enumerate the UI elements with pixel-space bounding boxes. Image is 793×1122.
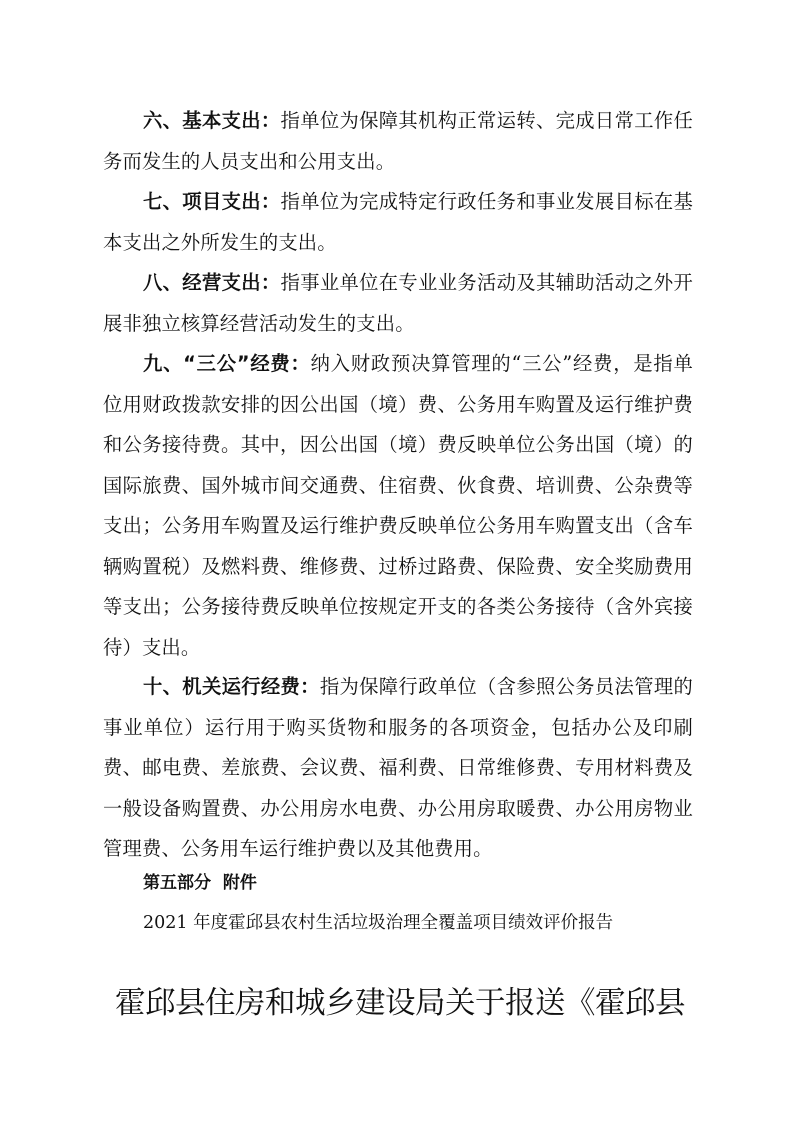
definition-term: 八、经营支出： [143,271,281,294]
definition-text: 纳入财政预决算管理的“三公”经费，是指单位用财政拨款安排的因公出国（境）费、公务用车购置及运行维护费和公务接待费。其中，因公出国（境）费反映单位公务出国（境）的国际旅费、国外城市间交通费、住宿费、伙食费、培训费、公杂费等支出；公务用车购置及运行维护费反映单位公务用车购置支出（含车辆购置税）及燃料费、维修费、过桥过路费、保险费、安全奖励费用等支出；公务接待费反映单位按规定开支的各类公务接待（含外宾接待）支出。 [103,352,693,659]
document-title: 霍邱县住房和城乡建设局关于报送《霍邱县 [115,986,685,1021]
definition-three-public-expenses [103,344,693,668]
definition-term: 七、项目支出： [143,190,281,213]
definition-term: 十、机关运行经费： [143,675,320,698]
part-heading: 第五部分 附件 [143,873,257,893]
definition-project-expenditure [103,182,693,263]
definition-term: 九、“三公”经费： [143,352,311,375]
definition-text: 指为保障行政单位（含参照公务员法管理的事业单位）运行用于购买货物和服务的各项资金，包括办公及印刷费、邮电费、差旅费、会议费、福利费、日常维修费、专用材料费及一般设备购置费、办公用房水电费、办公用房取暖费、办公用房物业管理费、公务用车运行维护费以及其他费用。 [103,675,693,860]
definition-operating-expenditure [103,263,693,344]
definition-agency-operating-funds [103,667,693,870]
definition-text: 指事业单位在专业业务活动及其辅助活动之外开展非独立核算经营活动发生的支出。 [103,271,693,335]
definition-basic-expenditure [103,101,693,182]
definition-term: 六、基本支出： [143,109,281,132]
definition-text: 指单位为完成特定行政任务和事业发展目标在基本支出之外所发生的支出。 [103,190,693,254]
definition-text: 指单位为保障其机构正常运转、完成日常工作任务而发生的人员支出和公用支出。 [103,109,693,173]
attachment-item: 2021 年度霍邱县农村生活垃圾治理全覆盖项目绩效评价报告 [143,913,614,933]
